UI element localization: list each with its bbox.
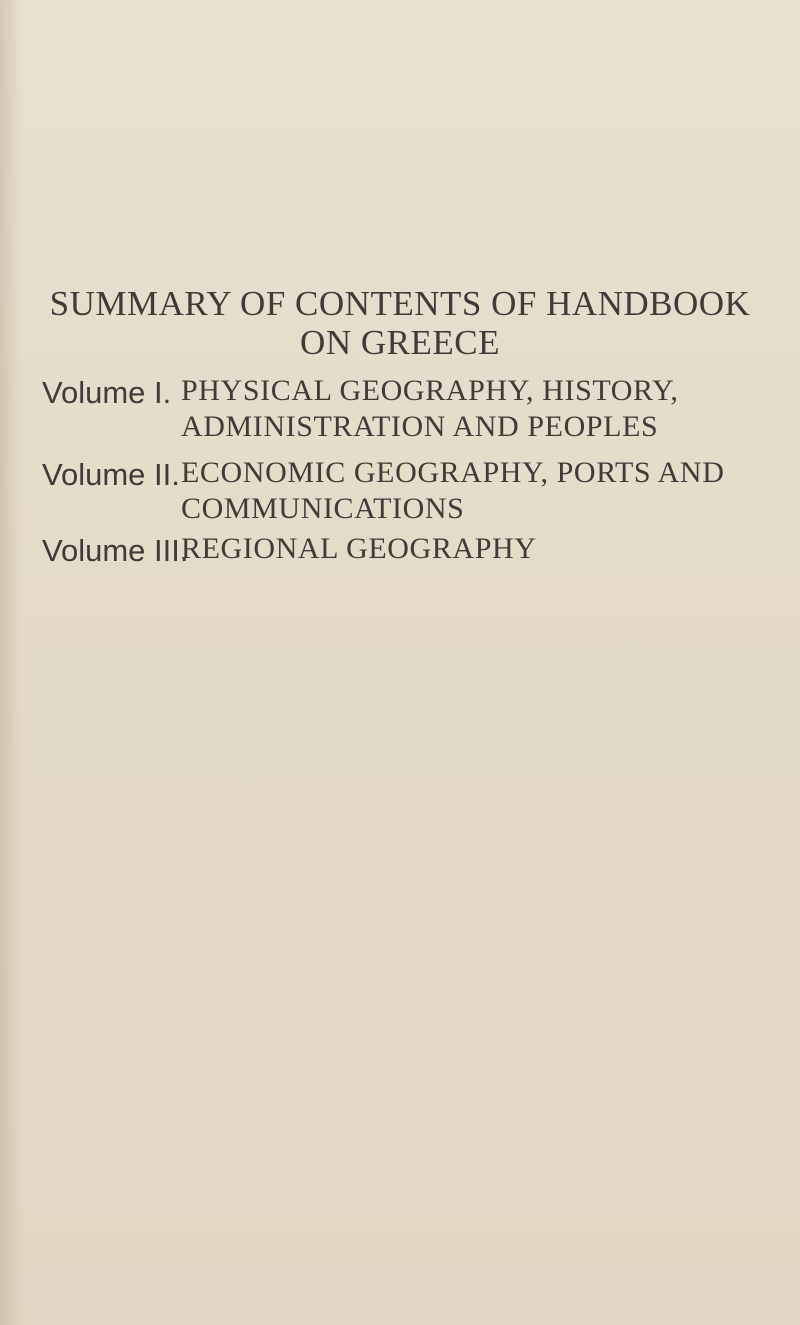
volume-label: Volume III.	[42, 533, 189, 568]
volume-description-line: COMMUNICATIONS	[181, 492, 465, 525]
volume-description-line: REGIONAL GEOGRAPHY	[181, 532, 537, 565]
volume-description-line: ECONOMIC GEOGRAPHY, PORTS AND	[181, 456, 725, 489]
volume-description-line: PHYSICAL GEOGRAPHY, HISTORY,	[181, 374, 679, 407]
volume-label: Volume I.	[42, 375, 172, 410]
volume-description	[181, 373, 678, 445]
volume-description	[181, 531, 537, 567]
page-edge-shadow	[0, 0, 22, 1325]
volume-description	[181, 455, 724, 527]
volume-label: Volume II.	[42, 457, 180, 492]
page-title-line-1: SUMMARY OF CONTENTS OF HANDBOOK	[49, 284, 751, 323]
volume-description-line: ADMINISTRATION AND PEOPLES	[181, 410, 659, 443]
page-title-line-2: ON GREECE	[300, 323, 500, 362]
